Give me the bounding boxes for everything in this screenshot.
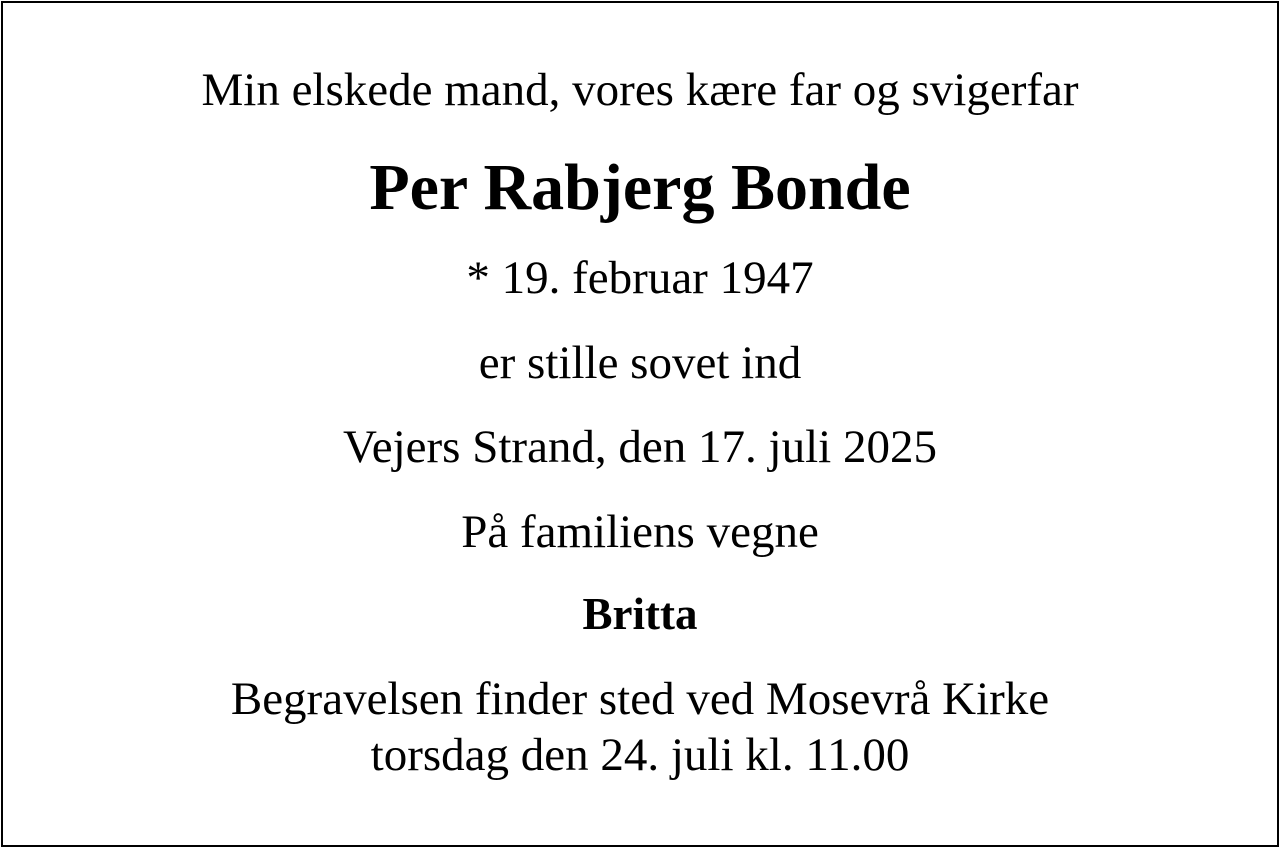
funeral-info-line-2: torsdag den 24. juli kl. 11.00 <box>370 729 910 781</box>
passed-text: er stille sovet ind <box>478 337 802 389</box>
on-behalf-text: På familiens vegne <box>461 506 819 558</box>
signer-name: Britta <box>582 589 698 639</box>
death-notice <box>1 1 1279 847</box>
intro-text: Min elskede mand, vores kære far og svigerfar <box>201 64 1079 116</box>
place-and-date-of-death: Vejers Strand, den 17. juli 2025 <box>343 421 937 473</box>
deceased-name: Per Rabjerg Bonde <box>369 151 911 224</box>
funeral-info-line-1: Begravelsen finder sted ved Mosevrå Kirke <box>230 673 1050 725</box>
birth-date: * 19. februar 1947 <box>466 252 814 304</box>
